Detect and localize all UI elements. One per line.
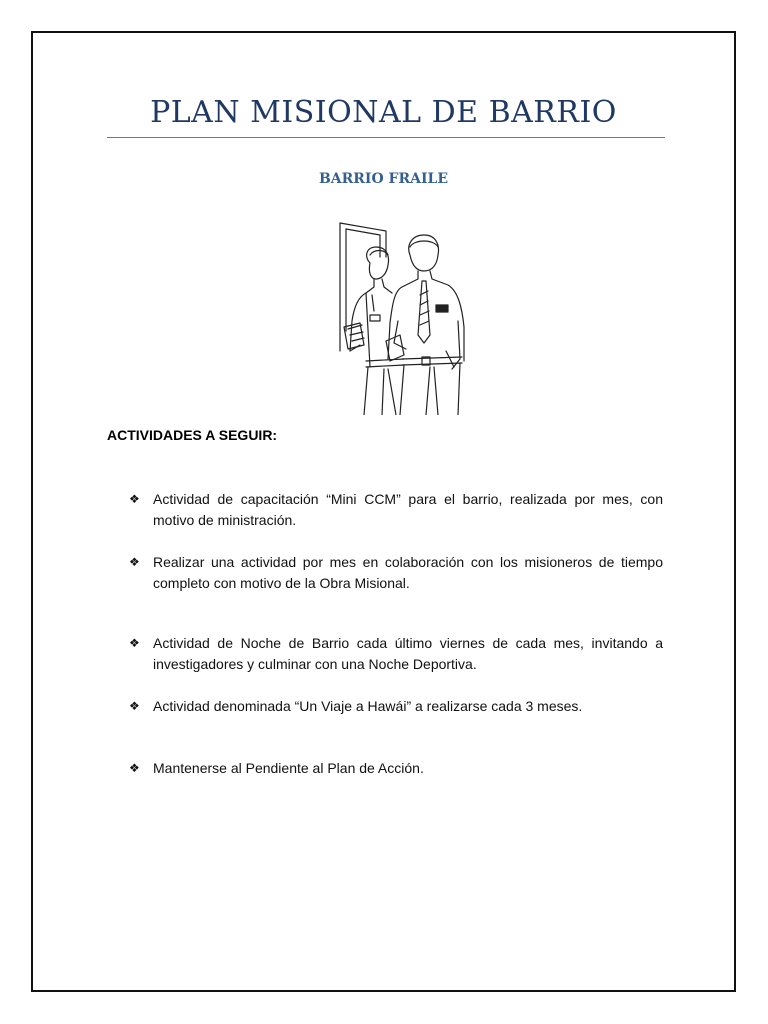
list-item-text: Realizar una actividad por mes en colaboración con los misioneros de tiempo completo con motivo de la Obra Misional. [153,554,663,591]
list-item-text: Actividad de Noche de Barrio cada último viernes de cada mes, invitando a investigadores y culminar con una Noche Deportiva. [153,635,663,672]
section-heading: ACTIVIDADES A SEGUIR: [107,427,278,443]
diamond-bullet-icon: ❖ [129,636,140,650]
list-item [129,696,663,717]
list-item-text: Actividad denominada “Un Viaje a Hawái” a realizarse cada 3 meses. [153,698,583,714]
page-subtitle: BARRIO FRAILE [318,171,449,187]
diamond-bullet-icon: ❖ [129,555,140,569]
list-item [129,552,663,594]
list-item [129,758,663,779]
list-item-text: Mantenerse al Pendiente al Plan de Acción. [153,760,424,776]
list-item [129,633,663,675]
two-missionaries-icon [326,211,486,415]
page-title: PLAN MISIONAL DE BARRIO [150,95,617,130]
list-item-text: Actividad de capacitación “Mini CCM” para el barrio, realizada por mes, con motivo de ministración. [153,491,663,528]
title-underline [107,137,665,138]
diamond-bullet-icon: ❖ [129,492,140,506]
diamond-bullet-icon: ❖ [129,761,140,775]
diamond-bullet-icon: ❖ [129,699,140,713]
list-item [129,489,663,531]
document-page [31,31,736,992]
